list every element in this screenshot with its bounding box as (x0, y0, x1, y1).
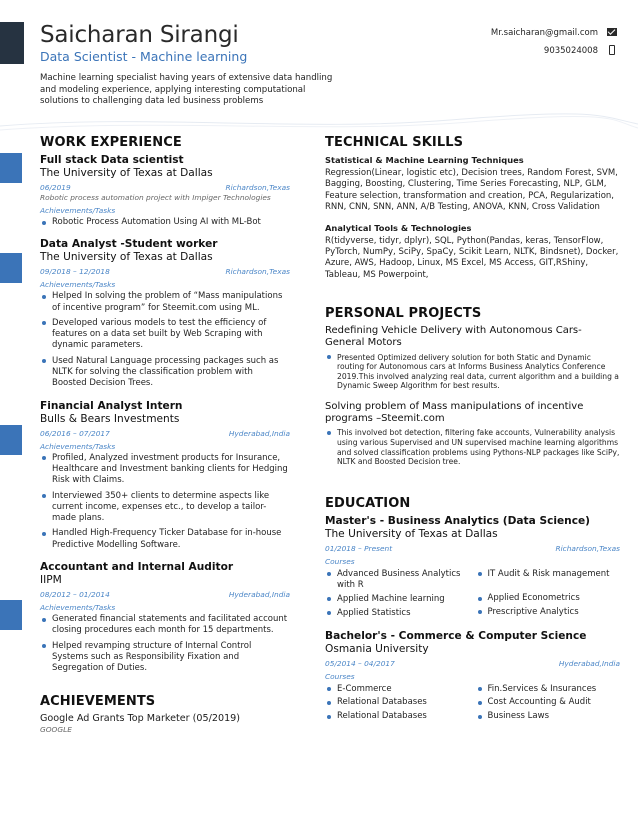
technical-skills-title: TECHNICAL SKILLS (325, 135, 464, 150)
job-date: 08/2012 – 01/2014 (40, 590, 110, 600)
list-item: Applied Machine learning (325, 594, 470, 605)
job-title: Full stack Data scientist (40, 154, 184, 166)
list-item: Handled High-Frequency Ticker Database for in-house Predictive Modelling Software. (40, 528, 290, 551)
education-section (325, 495, 620, 725)
list-item: Relational Databases (325, 697, 470, 708)
job-bullets (40, 453, 290, 551)
job-subheading: Achievements/Tasks (40, 280, 116, 290)
right-column (325, 134, 620, 725)
courses-grid (325, 568, 620, 622)
personal-projects-title: PERSONAL PROJECTS (325, 306, 482, 322)
job-organization: The University of Texas at Dallas (40, 167, 213, 179)
list-item: Used Natural Language processing packages such as NLTK for solving the classification problem with Boosted Decision Trees. (40, 356, 290, 390)
achievement-item: Google Ad Grants Top Marketer (05/2019) (40, 712, 241, 724)
job-title: Financial Analyst Intern (40, 399, 183, 412)
school-name: The University of Texas at Dallas (325, 527, 498, 540)
list-item: Applied Statistics (325, 608, 470, 619)
list-item: This involved bot detection, filtering fake accounts, Vulnerability analysis using various Supervised and UN supervised machine learning algorithms and solved classification problems using Pythons-NLP packages like SciPy, NLTK and Boosted Decision tree. (325, 428, 620, 466)
degree-title: Bachelor's - Commerce & Computer Science (325, 629, 587, 642)
job-subheading: Achievements/Tasks (40, 441, 116, 451)
phone-row (491, 42, 618, 60)
section-accent-bar (0, 425, 22, 455)
job-location: Hyderabad,India (228, 428, 290, 438)
section-accent-bar (0, 253, 22, 283)
job-bullets (40, 291, 290, 389)
education-entry (325, 630, 620, 725)
job-date: 09/2018 – 12/2018 (40, 267, 110, 277)
job-subheading: Achievements/Tasks (40, 206, 116, 215)
left-column (40, 134, 290, 735)
project-title: Solving problem of Mass manipulations of incentive programs –Steemit.com (325, 401, 584, 425)
job-title: Accountant and Internal Auditor (40, 561, 234, 574)
education-title: EDUCATION (325, 495, 411, 511)
list-item: Presented Optimized delivery solution for both Static and Dynamic routing for Autonomous cars at Informs Business Analytics Conference 2019.This involved analyzing real data, current algorithm and a building a Dynamic Sweep Algorithm for best results. (325, 353, 620, 391)
achievements-section (40, 693, 290, 735)
divider-wave (0, 112, 638, 132)
skill-group-heading: Analytical Tools & Technologies (325, 222, 472, 233)
email-text[interactable]: Mr.saicharan@gmail.com (490, 28, 598, 38)
list-item: Generated financial statements and facilitated account closing procedures each month for 15 departments. (40, 614, 290, 637)
job-entry (40, 238, 290, 389)
summary: Machine learning specialist having years of extensive data handling and modeling experience, applying interesting computational solutions to challenging data led business problems (40, 73, 333, 107)
job-organization: The University of Texas at Dallas (40, 251, 213, 264)
section-accent-bar (0, 153, 22, 183)
list-item: IT Audit & Risk management (476, 569, 621, 580)
job-date: 06/2016 – 07/2017 (40, 428, 110, 438)
job-entry (40, 561, 290, 674)
list-item: Cost Accounting & Audit (476, 697, 621, 708)
list-item: Helped revamping structure of Internal Control Systems such as Responsibility Fixation and Segregation of Duties. (40, 641, 290, 675)
job-title: Data Analyst -Student worker (40, 238, 218, 251)
project-bullets (325, 428, 620, 466)
skill-group-text: R(tidyverse, tidyr, dplyr), SQL, Python(Pandas, keras, TensorFlow, PyTorch, NumPy, SciPy, SpaCy, Scikit Learn, NLTK, Bindsnet), Docker, Azure, AWS, Hadoop, Linux, MS Excel, MS Access, GIT,RShiny, Tableau, MS Powerpoint, (325, 235, 619, 280)
envelope-icon (607, 28, 617, 36)
phone-text[interactable]: 9035024008 (543, 46, 598, 56)
job-subheading: Achievements/Tasks (40, 603, 116, 613)
job-organization: Bulls & Bears Investments (40, 412, 180, 425)
achievements-title: ACHIEVEMENTS (40, 693, 156, 709)
courses-subheading: Courses (325, 556, 355, 566)
list-item: Helped In solving the problem of “Mass manipulations of incentive program” for Steemit.com using ML. (40, 291, 290, 314)
job-location: Richardson,Texas (225, 267, 290, 277)
job-description: Robotic process automation project with Impiger Technologies (40, 193, 271, 202)
education-location: Hyderabad,India (558, 658, 620, 668)
job-entry (40, 154, 290, 228)
email-row (491, 24, 618, 42)
job-bullets (40, 614, 290, 674)
list-item: Developed various models to test the efficiency of features on a data set built by Web Scraping with dynamic parameters. (40, 318, 290, 352)
job-location: Richardson,Texas (225, 183, 290, 192)
list-item: Advanced Business Analytics with R (325, 569, 470, 592)
list-item: Fin.Services & Insurances (476, 684, 621, 695)
list-item: E-Commerce (325, 684, 470, 695)
list-item: Interviewed 350+ clients to determine aspects like current income, expenses etc., to develop a tailor-made plans. (40, 491, 290, 525)
education-date: 05/2014 – 04/2017 (325, 658, 395, 668)
header-accent-bar (0, 22, 24, 64)
education-location: Richardson,Texas (555, 543, 620, 553)
candidate-name: Saicharan Sirangi (40, 22, 239, 48)
project-title: Redefining Vehicle Delivery with Autonomous Cars- General Motors (325, 325, 582, 349)
project-bullets (325, 353, 620, 391)
list-item: Applied Econometrics (476, 593, 621, 604)
contact-block (491, 24, 618, 60)
list-item: Profiled, Analyzed investment products for Insurance, Healthcare and Investment banking clients for Hedging Risk with Claims. (40, 453, 290, 487)
education-entry (325, 515, 620, 622)
projects-section (325, 305, 620, 467)
achievement-source: GOOGLE (40, 724, 72, 734)
list-item: Relational Databases (325, 711, 470, 722)
job-location: Hyderabad,India (228, 590, 290, 600)
job-bullets (40, 217, 290, 228)
courses-subheading: Courses (325, 671, 355, 681)
school-name: Osmania University (325, 642, 429, 655)
phone-icon (609, 45, 615, 55)
section-accent-bar (0, 600, 22, 630)
list-item: Business Laws (476, 711, 621, 722)
list-item: Prescriptive Analytics (476, 607, 621, 618)
education-date: 01/2018 – Present (325, 543, 393, 553)
job-date: 06/2019 (40, 183, 71, 192)
job-entry (40, 400, 290, 551)
skill-group-text: Regression(Linear, logistic etc), Decision trees, Random Forest, SVM, Bagging, Boosting, Clustering, Time Series Forecasting, NLP, GLM, Feature selection, transformation and creation, PCA, Regularization, RNN, CNN, SNN, ANN, A/B Testing, ANOVA, KNN, Cross Validation (325, 168, 618, 213)
degree-title: Master's - Business Analytics (Data Science) (325, 514, 591, 527)
candidate-role: Data Scientist - Machine learning (40, 49, 248, 64)
job-organization: IIPM (40, 574, 62, 587)
courses-grid (325, 683, 620, 725)
list-item: Robotic Process Automation Using AI with ML-Bot (40, 217, 290, 228)
work-experience-title: WORK EXPERIENCE (40, 135, 182, 150)
skill-group-heading: Statistical & Machine Learning Techniques (325, 155, 524, 165)
